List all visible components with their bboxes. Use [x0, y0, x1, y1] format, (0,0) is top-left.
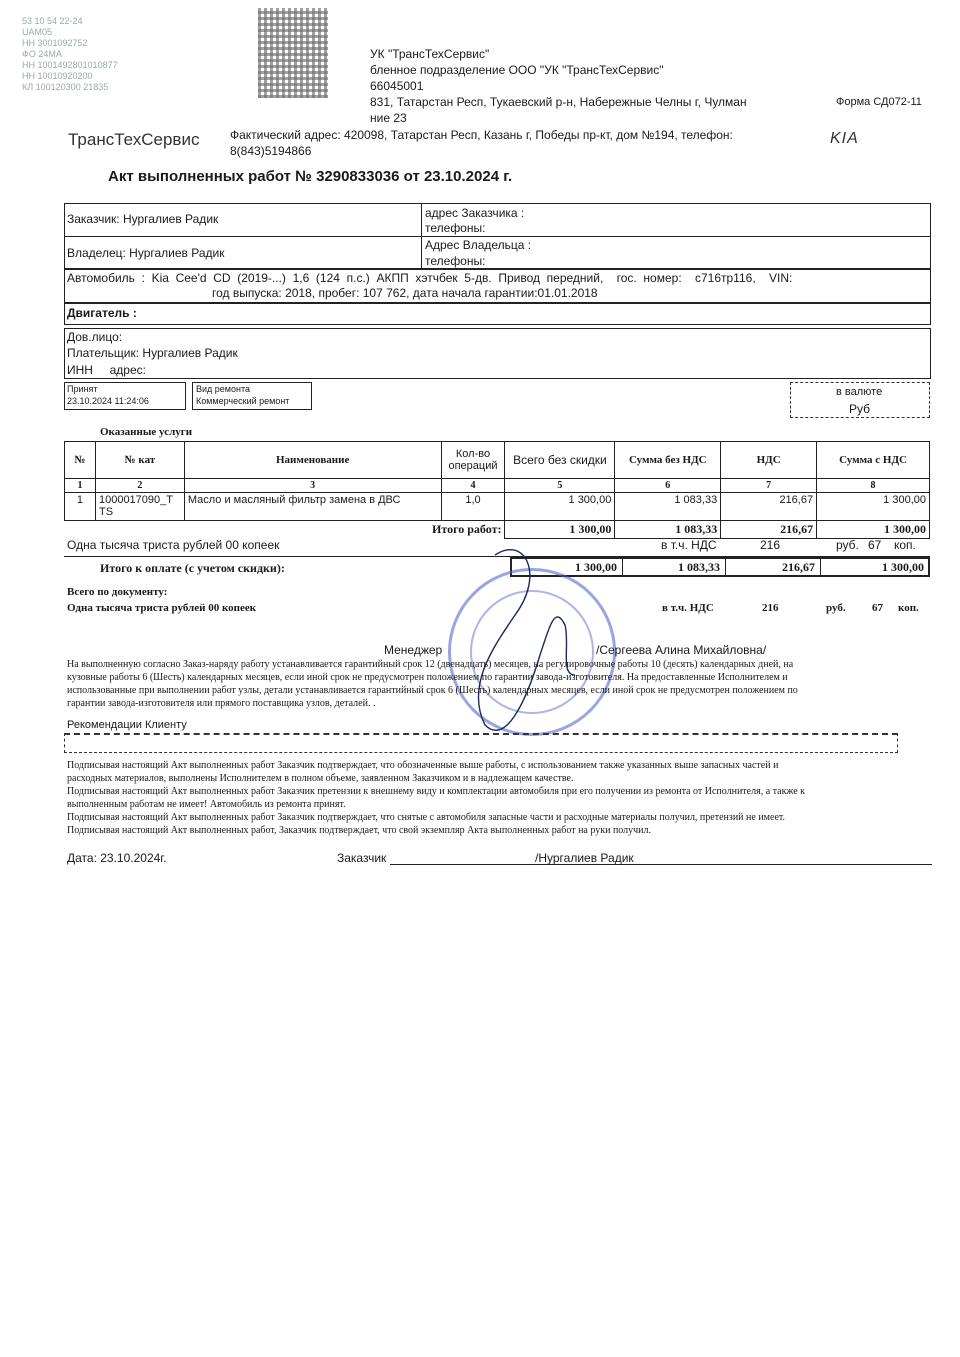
- brand-logo: KIA: [830, 130, 859, 147]
- pay-vat: 216,67: [782, 560, 815, 574]
- col-index: 8: [817, 479, 930, 493]
- doc-vat-rub-label: руб.: [826, 602, 846, 614]
- col-vat: НДС: [721, 442, 817, 479]
- currency-label: в валюте: [836, 386, 883, 398]
- total-no-vat: 1 083,33: [615, 521, 721, 539]
- total-label: Итого работ:: [65, 521, 505, 539]
- doc-vat-kop-label: коп.: [898, 602, 919, 614]
- amount-in-words: Одна тысяча триста рублей 00 копеек: [67, 538, 280, 552]
- company-kpp: 66045001: [370, 79, 424, 93]
- company-name: УК "ТрансТехСервис": [370, 47, 490, 61]
- company-division: бленное подразделение ООО "УК "ТрансТехСервис": [370, 63, 664, 77]
- owner-phones: телефоны:: [425, 254, 486, 268]
- col-number: №: [65, 442, 96, 479]
- qr-code: [258, 8, 328, 98]
- legal-address: 831, Татарстан Респ, Тукаевский р-н, Набережные Челны г, Чулман: [370, 95, 747, 109]
- accepted-label: Принят: [67, 384, 98, 394]
- currency-value: Руб: [849, 402, 871, 416]
- vat-kop-label: коп.: [894, 538, 916, 552]
- car-line-1: Автомобиль : Kia Cee'd CD (2019-...) 1,6 (124 п.с.) АКПП хэтчбек 5-дв. Привод передний, гос. номер: с716тр116, VIN:: [67, 271, 793, 285]
- pay-total: 1 300,00: [575, 560, 617, 574]
- legal-address-2: ние 23: [370, 111, 407, 125]
- vat-kop: 67: [868, 538, 882, 552]
- col-index: 2: [95, 479, 184, 493]
- company-logo: ТрансТехСервис: [68, 130, 200, 149]
- repair-value: Коммерческий ремонт: [196, 396, 290, 406]
- confirmation-text: Подписывая настоящий Акт выполненных работ Заказчик подтверждает, что обозначенные выше работы, с использованием также указанных выше запасных частей и расходных материалов, выполнены Исполнителем в полном объеме, заявленном Заказчиком и в надлежащем качестве. Подписывая настоящий Акт выполненных работ Заказчик претензии к внешнему виду и комплектации автомобиля при его получении из ремонта от Исполнителя, а также к выполненным работам не имеет! Автомобиль из ремонта принят. Подписывая настоящий Акт выполненных работ Заказчик подтверждает, что снятые с автомобиля запасные части и расходные материалы получил, претензий не имеет. Подписывая настоящий Акт выполненных работ, Заказчик подтверждает, что свой экземпляр Акта выполненных работ на руки получил.: [67, 760, 806, 836]
- faded-code-block: 53 10 54 22-24 UAM05 НН 3001092752 ФО 24МА НН 1001492801010877 НН 10010920200 КЛ 100120300 21835: [22, 16, 118, 92]
- client-name: Заказчик: Нургалиев Радик: [67, 212, 219, 226]
- row-number: 1: [65, 493, 96, 521]
- doc-vat-rub: 216: [762, 602, 779, 614]
- doc-vat-label: в т.ч. НДС: [662, 602, 714, 614]
- accepted-value: 23.10.2024 11:24:06: [67, 396, 149, 406]
- row-name: Масло и масляный фильтр замена в ДВС: [184, 493, 441, 521]
- col-qty: Кол-во операций: [441, 442, 505, 479]
- footer-client-name: /Нургалиев Радик: [535, 851, 634, 865]
- col-index: 6: [615, 479, 721, 493]
- pay-label: Итого к оплате (с учетом скидки):: [100, 561, 285, 575]
- row-total: 1 300,00: [505, 493, 615, 521]
- form-code: Форма СД072-11: [836, 96, 922, 108]
- row-with-vat: 1 300,00: [817, 493, 930, 521]
- col-index: 1: [65, 479, 96, 493]
- total-value: 1 300,00: [505, 521, 615, 539]
- row-qty: 1,0: [441, 493, 505, 521]
- doc-total-label: Всего по документу:: [67, 586, 168, 598]
- row-vat: 216,67: [721, 493, 817, 521]
- col-no-vat: Сумма без НДС: [615, 442, 721, 479]
- client-phones: телефоны:: [425, 221, 486, 235]
- col-index: 7: [721, 479, 817, 493]
- col-index: 5: [505, 479, 615, 493]
- col-with-vat: Сумма с НДС: [817, 442, 930, 479]
- vat-rub-label: руб.: [836, 538, 859, 552]
- car-line-2: год выпуска: 2018, пробег: 107 762, дата начала гарантии:01.01.2018: [212, 286, 598, 300]
- services-caption: Оказанные услуги: [100, 426, 193, 438]
- engine-block: [64, 303, 931, 325]
- warranty-text: На выполненную согласно Заказ-наряду работу устанавливается гарантийный срок 12 (двенадцать) месяцев, на регулировочные работы 10 (десять) календарных дней, на кузовные работы 6 (Шесть) календарных месяцев, если иной срок не предусмотрен положением по гарантии завода-изготовителя. На предоставленные Исполнителем и использованные при выполнении работ узлы, детали устанавливается гарантийный срок 6 (Шесть) календарных месяцев, если иной срок не предусмотрен положением по гарантии завода-изготовителя или прямого поставщика узлов, деталей. .: [67, 659, 798, 709]
- document-title: Акт выполненных работ № 3290833036 от 23.10.2024 г.: [108, 168, 513, 185]
- engine-label: Двигатель :: [67, 306, 137, 320]
- col-index: 3: [184, 479, 441, 493]
- vat-rub: 216: [760, 538, 781, 552]
- total-with-vat: 1 300,00: [817, 521, 930, 539]
- table-row: [65, 493, 930, 521]
- pay-with-vat: 1 300,00: [882, 560, 924, 574]
- manager-signature: [455, 535, 605, 755]
- client-address: адрес Заказчика :: [425, 206, 525, 220]
- owner-name: Владелец: Нургалиев Радик: [67, 246, 225, 260]
- owner-address: Адрес Владельца :: [425, 238, 532, 252]
- actual-address: Фактический адрес: 420098, Татарстан Респ, Казань г, Победы пр-кт, дом №194, телефон:: [230, 128, 733, 142]
- doc-vat-kop: 67: [872, 602, 883, 614]
- footer-date: Дата: 23.10.2024г.: [67, 851, 167, 865]
- total-vat: 216,67: [721, 521, 817, 539]
- col-name: Наименование: [184, 442, 441, 479]
- services-table: [64, 441, 930, 539]
- col-total: Всего без скидки: [505, 442, 615, 479]
- repair-label: Вид ремонта: [196, 384, 250, 394]
- inn-address: ИНН адрес:: [67, 363, 146, 377]
- row-no-vat: 1 083,33: [615, 493, 721, 521]
- vat-label: в т.ч. НДС: [661, 538, 717, 552]
- payer-name: Плательщик: Нургалиев Радик: [67, 346, 238, 360]
- recommendations-label: Рекомендации Клиенту: [67, 719, 187, 731]
- doc-total-words: Одна тысяча триста рублей 00 копеек: [67, 602, 257, 614]
- company-phone: 8(843)5194866: [230, 144, 312, 158]
- footer-client-label: Заказчик: [337, 851, 387, 865]
- col-index: 4: [441, 479, 505, 493]
- pay-no-vat: 1 083,33: [678, 560, 720, 574]
- col-catalog: № кат: [95, 442, 184, 479]
- manager-label: Менеджер: [384, 643, 443, 657]
- manager-name: /Сергеева Алина Михайловна/: [596, 643, 767, 657]
- row-catalog: 1000017090_T TS: [95, 493, 184, 521]
- recommendations-box: [64, 733, 898, 753]
- trusted-person: Дов.лицо:: [67, 330, 123, 344]
